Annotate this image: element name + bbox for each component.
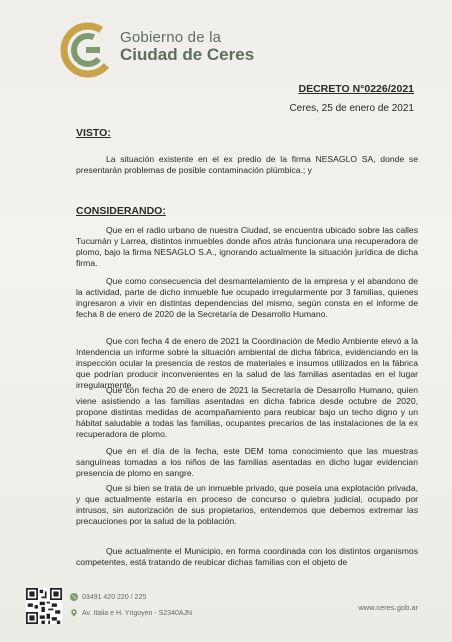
footer-address	[70, 609, 192, 617]
considerando-paragraph: Que si bien se trata de un inmueble privado, que poseía una explotación privada, y que actualmente estaría en proceso de concurso o quiebra judicial, ocupado por intrusos, sin autorización de sus propietarios, entendemos que debemos extremar las precauciones por la salud de la población.	[76, 483, 418, 526]
footer-website: www.ceres.gob.ar	[358, 603, 418, 612]
qr-code-icon	[26, 588, 62, 624]
phone-icon	[70, 593, 78, 601]
considerando-paragraph: Que actualmente el Municipio, en forma coordinada con los distintos organismos competentes, está tratando de reubicar dichas familias con el objeto de	[76, 546, 418, 567]
decree-number: DECRETO N°0226/2021	[298, 83, 414, 95]
considerando-paragraph: Que en el día de la fecha, este DEM toma conocimiento que las muestras sanguíneas tomadas a los niños de las familias asentadas en dicho lugar evidencian presencia de plomo en sangre.	[76, 446, 418, 478]
considerando-paragraph: Que con fecha 20 de enero de 2021 la Secretaría de Desarrollo Humano, quien viene asistiendo a las familias asentadas en dicha fabrica desde octubre de 2020, propone distintas medidas de acompañamiento para reubicar bajo un techo digno y un hábitat saludable a todas las familias, ocupantes precarios de las instalaciones de la ex recuperadora de plomo.	[76, 385, 418, 439]
considerando-paragraph: Que con fecha 4 de enero de 2021 la Coordinación de Medio Ambiente elevó a la Intendencia un informe sobre la situación ambiental de dicha fábrica, evidenciando en la inspección ocular la presencia de restos de materiales e insumos utilizados en la fábrica que podrían producir inconvenientes en la salud de las familias asentadas en el lugar irregularmente.	[76, 336, 418, 390]
visto-heading: VISTO:	[76, 127, 111, 139]
brand-name	[120, 30, 254, 64]
considerando-heading: CONSIDERANDO:	[76, 205, 166, 217]
footer-address-text: Av. Italia e H. Yrigoyen - S2340AJN	[82, 609, 193, 617]
brand-line-2: Ciudad de Ceres	[120, 44, 255, 64]
visto-paragraph: La situación existente en el ex predio de la firma NESAGLO SA, donde se presentarán problemas de posible contaminación plúmbica.; y	[76, 154, 418, 175]
decree-date: Ceres, 25 de enero de 2021	[289, 103, 414, 114]
brand-line-1: Gobierno de la	[120, 29, 222, 46]
ceres-logo-icon	[60, 22, 116, 78]
footer-phone-text: 03491 420 220 / 225	[82, 593, 147, 601]
considerando-paragraph: Que como consecuencia del desmantelamiento de la empresa y el abandono de la actividad, parte de dicho inmueble fue ocupado irregularmente por 3 familias, quienes ingresaron a vivir en distintas dependencias del mismo, según consta en el informe de fecha 8 de enero de 2020 de la Secretaría de Desarrollo Humano.	[76, 276, 418, 319]
location-pin-icon	[70, 609, 78, 617]
footer-phone	[70, 593, 146, 601]
considerando-paragraph: Que en el radio urbano de nuestra Ciudad, se encuentra ubicado sobre las calles Tucumán y Larrea, distintos inmuebles donde años atrás funcionara una recuperadora de plomo, bajo la firma NESAGLO S.A., ignorando actualmente la situación jurídica de dicha firma.	[76, 225, 418, 268]
